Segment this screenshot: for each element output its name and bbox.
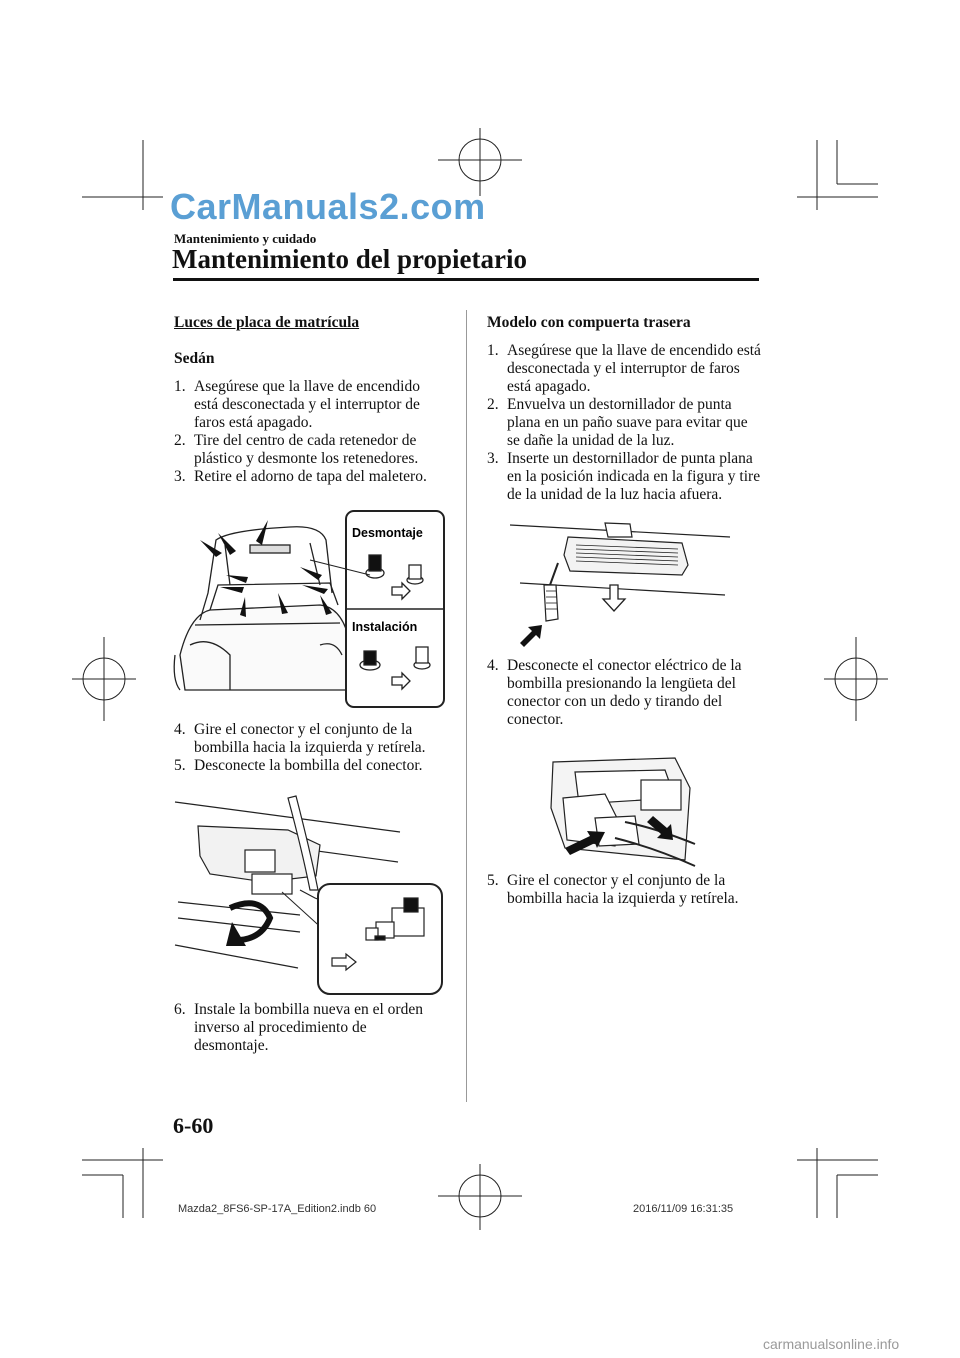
column-divider bbox=[466, 310, 467, 1102]
footer-site-watermark: carmanualsonline.info bbox=[763, 1336, 900, 1352]
list-item: 5. Gire el conector y el conjunto de la bombilla hacia la izquierda y retírela. bbox=[487, 872, 739, 907]
screwdriver-pry-illustration bbox=[510, 515, 740, 650]
steps-list bbox=[487, 872, 762, 908]
footer-file: Mazda2_8FS6-SP-17A_Edition2.indb 60 bbox=[178, 1203, 377, 1215]
steps-list bbox=[174, 721, 444, 775]
list-item: 1. Asegúrese que la llave de encendido está desconectada y el interruptor de faros está apagado. bbox=[174, 378, 420, 431]
label-remove: Desmontaje bbox=[352, 526, 423, 540]
watermark-logo: CarManuals2.com bbox=[170, 186, 486, 227]
list-item: 1. Asegúrese que la llave de encendido está desconectada y el interruptor de faros está apagado. bbox=[487, 342, 761, 395]
left-column-bottom bbox=[174, 1001, 444, 1055]
right-column-top bbox=[487, 314, 762, 504]
subheading-hatchback: Modelo con compuerta trasera bbox=[487, 314, 691, 331]
subheading-sedan: Sedán bbox=[174, 350, 215, 367]
list-item: 2. Envuelva un destornillador de punta plana en un paño suave para evitar que se dañe la unidad de la luz. bbox=[487, 396, 748, 449]
list-item: 3. Retire el adorno de tapa del maletero. bbox=[174, 468, 427, 485]
left-column-mid bbox=[174, 721, 444, 775]
section-label: Mantenimiento y cuidado bbox=[174, 231, 317, 246]
steps-list bbox=[487, 342, 762, 504]
title-rule bbox=[173, 278, 759, 281]
list-item: 3. Inserte un destornillador de punta plana en la posición indicada en la figura y tire de la unidad de la luz hacia afuera. bbox=[487, 450, 761, 503]
left-column-top bbox=[174, 314, 444, 486]
list-item: 4. Gire el conector y el conjunto de la bombilla hacia la izquierda y retírela. bbox=[174, 721, 426, 756]
list-item: 5. Desconecte la bombilla del conector. bbox=[174, 757, 423, 774]
steps-list bbox=[174, 378, 444, 486]
page-title: Mantenimiento del propietario bbox=[172, 244, 527, 274]
section-heading: Luces de placa de matrícula bbox=[174, 314, 360, 331]
connector-release-illustration bbox=[545, 748, 705, 868]
list-item: 6. Instale la bombilla nueva en el orden inverso al procedimiento de desmontaje. bbox=[174, 1001, 423, 1054]
right-column-mid bbox=[487, 657, 762, 729]
list-item: 4. Desconecte el conector eléctrico de la bombilla presionando la lengüeta del conector con un dedo y tirando del conector. bbox=[487, 657, 742, 728]
steps-list bbox=[487, 657, 762, 729]
page-number: 6-60 bbox=[173, 1113, 214, 1138]
footer-timestamp: 2016/11/09 16:31:35 bbox=[633, 1203, 734, 1215]
right-column-bottom bbox=[487, 872, 762, 908]
bulb-removal-illustration bbox=[170, 790, 450, 1000]
trunk-trim-illustration bbox=[170, 505, 450, 715]
steps-list bbox=[174, 1001, 444, 1055]
list-item: 2. Tire del centro de cada retenedor de plástico y desmonte los retenedores. bbox=[174, 432, 419, 467]
label-install: Instalación bbox=[352, 620, 418, 634]
